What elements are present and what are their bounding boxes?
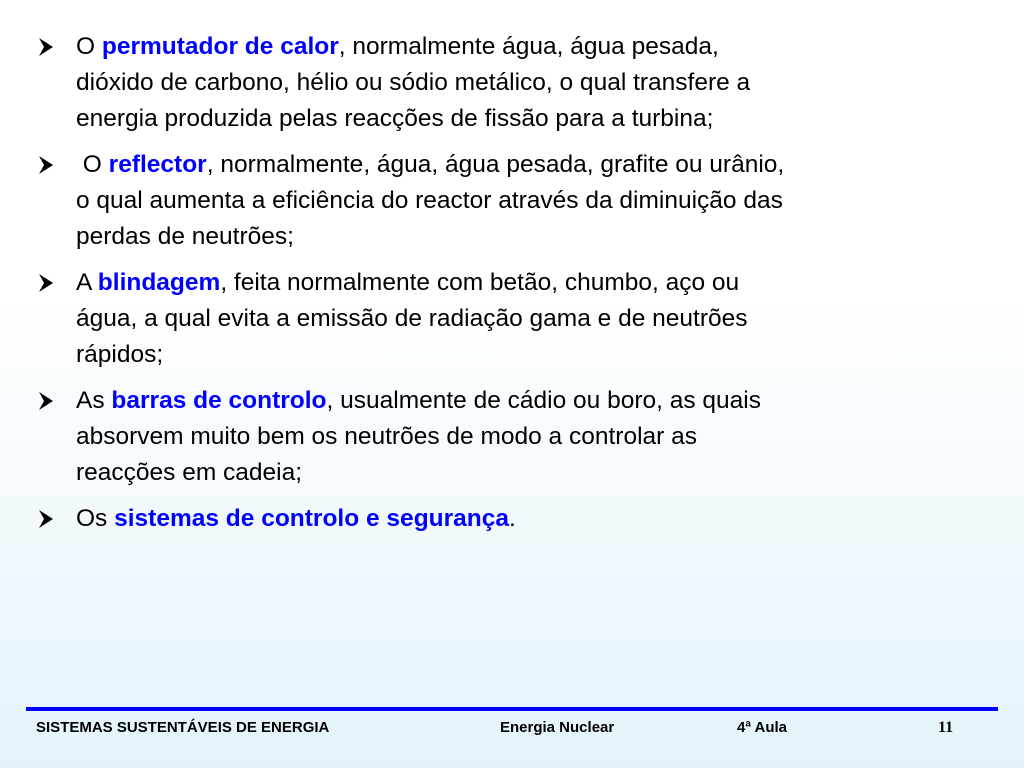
footer-lesson: 4ª Aula	[737, 719, 788, 736]
bullet-line: As barras de controlo, usualmente de cádio ou boro, as quais	[76, 387, 761, 414]
bullet-line: A blindagem, feita normalmente com betão, chumbo, aço ou	[76, 269, 740, 296]
bullet-item-shielding	[36, 265, 996, 373]
bullet-list	[36, 29, 996, 547]
bullet-item-control-rods	[36, 383, 996, 491]
key-term: barras de controlo	[111, 387, 327, 414]
bullet-line: perdas de neutrões;	[76, 223, 294, 250]
bullet-line: O permutador de calor, normalmente água, água pesada,	[76, 33, 719, 60]
arrowhead-bullet-icon	[36, 33, 56, 61]
bullet-line: reacções em cadeia;	[76, 459, 303, 486]
page-number: 11	[938, 719, 954, 736]
arrowhead-bullet-icon	[36, 151, 56, 179]
key-term: blindagem	[97, 269, 221, 296]
bullet-line: absorvem muito bem os neutrões de modo a controlar as	[76, 423, 697, 450]
bullet-line: Os sistemas de controlo e segurança.	[76, 505, 516, 532]
key-term: sistemas de controlo e segurança	[114, 505, 509, 532]
bullet-line: água, a qual evita a emissão de radiação gama e de neutrões	[76, 305, 748, 332]
footer-divider	[26, 707, 998, 711]
key-term: permutador de calor	[101, 33, 339, 60]
bullet-item-reflector	[36, 147, 996, 255]
arrowhead-bullet-icon	[36, 505, 56, 533]
footer-topic: Energia Nuclear	[500, 719, 615, 736]
bullet-line: o qual aumenta a eficiência do reactor através da diminuição das	[76, 187, 783, 214]
bullet-line: dióxido de carbono, hélio ou sódio metálico, o qual transfere a	[76, 69, 751, 96]
arrowhead-bullet-icon	[36, 269, 56, 297]
key-term: reflector	[108, 151, 207, 178]
bullet-line: rápidos;	[76, 341, 164, 368]
footer-course-title: SISTEMAS SUSTENTÁVEIS DE ENERGIA	[36, 719, 330, 736]
bullet-item-heat-exchanger	[36, 29, 996, 137]
bullet-line: energia produzida pelas reacções de fissão para a turbina;	[76, 105, 714, 132]
arrowhead-bullet-icon	[36, 387, 56, 415]
bullet-item-safety-systems	[36, 501, 996, 537]
bullet-line: O reflector, normalmente, água, água pesada, grafite ou urânio,	[76, 151, 785, 178]
